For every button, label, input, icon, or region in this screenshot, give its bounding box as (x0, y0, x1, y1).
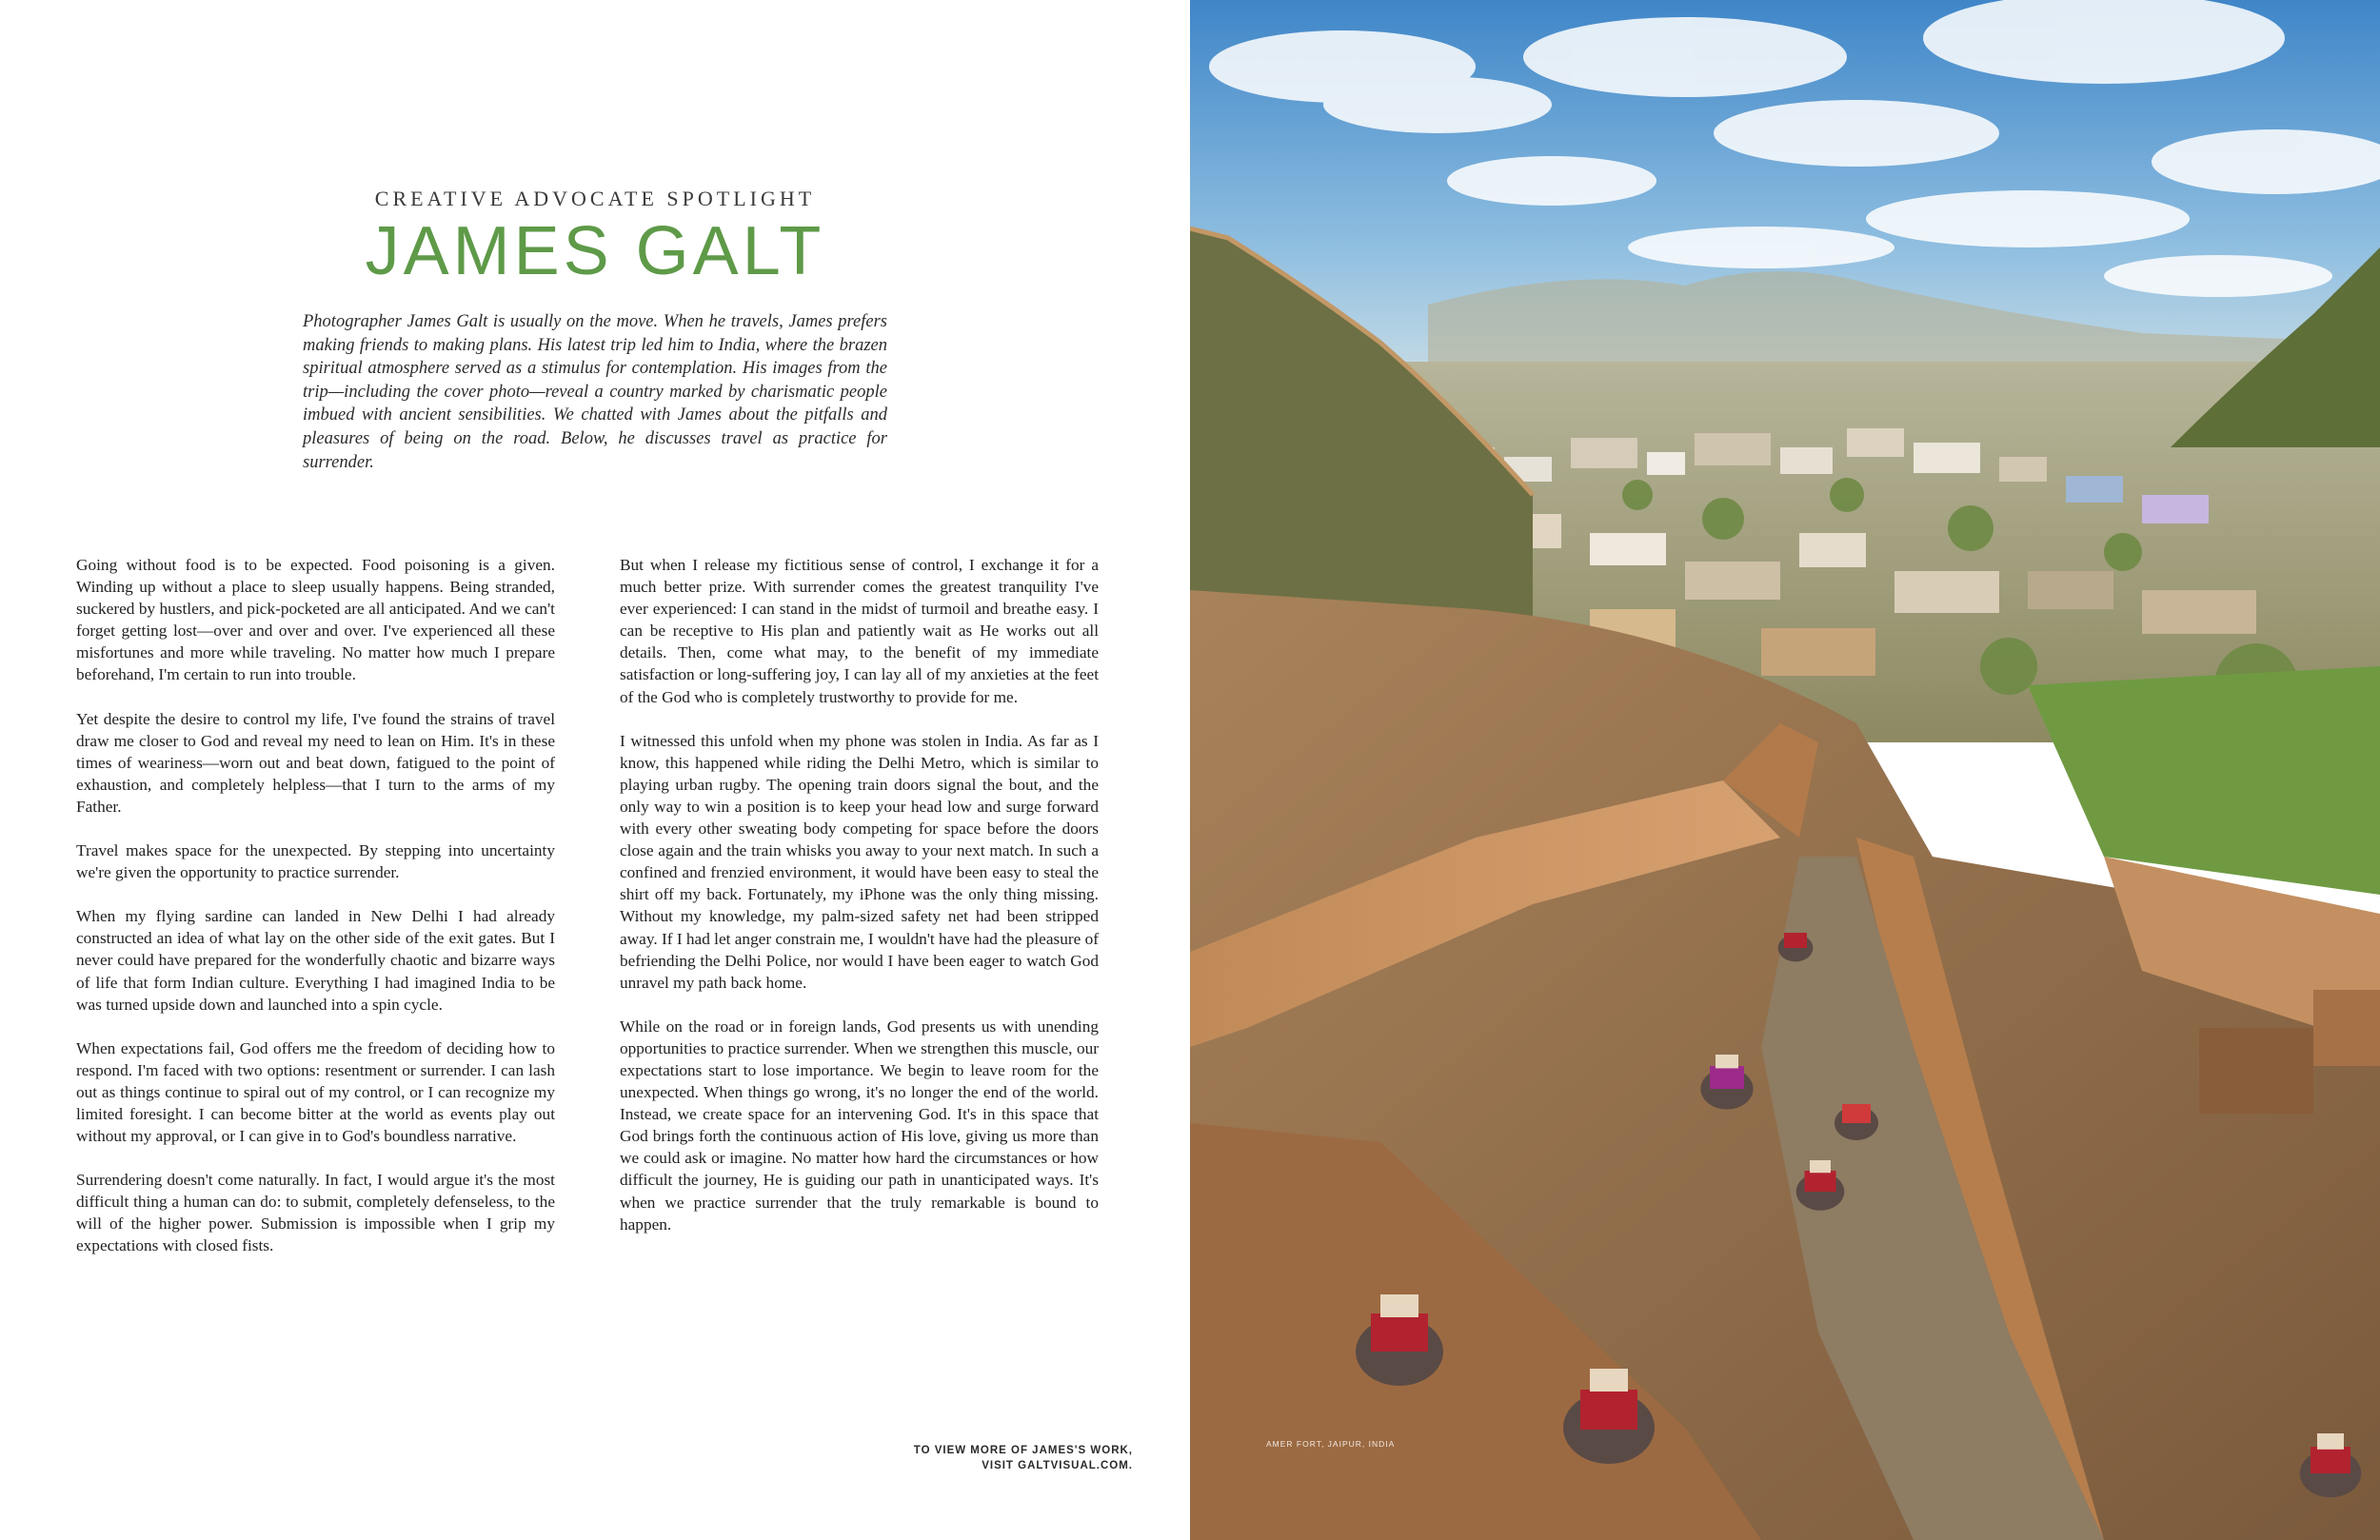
courtyard-ruin (2199, 1028, 2313, 1114)
body-paragraph: When my flying sardine can landed in New Delhi I had already constructed an idea of what lay on the other side of the exit gates. But I never could have prepared for the wonderfully chaotic and bizarre ways of life that form Indian culture. Everything I had imagined India to be was turned upside down and launched into a spin cycle. (76, 907, 555, 1014)
body-paragraph: Yet despite the desire to control my life, I've found the strains of travel draw me closer to God and reveal my need to lean on Him. It's in these times of weariness—worn out and beat down, fatigued to the point of exhaustion, and completely helpless—that I turn to the arms of my Father. (76, 709, 555, 816)
body-paragraph: While on the road or in foreign lands, God presents us with unending opportunities to practice surrender. When we strengthen this muscle, our expectations start to lose importance. We begin to leave room for the unexpected. When things go wrong, it's no longer the end of the world. Instead, we create space for an intervening God. It's in this space that God brings forth the continuous action of His love, giving us more than we could ask or imagine. No matter how hard the circumstances or how difficult the journey, He is guiding our path in unanticipated ways. It's when we practice surrender that the truly remarkable is bound to happen. (620, 1017, 1099, 1234)
body-paragraph: But when I release my fictitious sense of control, I exchange it for a much better prize. With surrender comes the greatest tranquility I've ever experienced: I can stand in the midst of turmoil and breathe easy. I can be receptive to His plan and patiently wait as He works out all details. Then, come what may, to the benefit of my immediate satisfaction or long-suffering joy, I can lay all of my anxieties at the feet of the God who is completely trustworthy to provide for me. (620, 556, 1099, 706)
feature-photo (1190, 0, 2380, 1540)
body-paragraph: Surrendering doesn't come naturally. In fact, I would argue it's the most difficult thing a human can do: to submit, completely defenseless, to the will of the higher power. Submission is impossible when I grip my expectations with closed fists. (76, 1171, 555, 1255)
article-title: JAMES GALT (365, 213, 825, 289)
body-paragraph: Going without food is to be expected. Food poisoning is a given. Winding up without a place to sleep usually happens. Being stranded, suckered by hustlers, and pick-pocketed are all anticipated. And we can't forget getting lost—over and over and over. I've experienced all these misfortunes and more while traveling. No matter how much I prepare beforehand, I'm certain to run into trouble. (76, 556, 555, 684)
body-column-right (620, 554, 1099, 1257)
body-paragraph: Travel makes space for the unexpected. By stepping into uncertainty we're given the opportunity to practice surrender. (76, 841, 555, 882)
callout-link[interactable]: VISIT GALTVISUAL.COM. (982, 1460, 1133, 1471)
website-callout (809, 1443, 1133, 1473)
body-column-left (76, 554, 555, 1279)
garden-lawn (2028, 666, 2380, 895)
amer-fort-illustration (1190, 0, 2380, 1540)
callout-line: TO VIEW MORE OF JAMES'S WORK, (913, 1445, 1133, 1456)
body-paragraph: When expectations fail, God offers me the freedom of deciding how to respond. I'm faced with two options: resentment or surrender. I can lash out as things continue to spiral out of my control, or I can recognize my limited foresight. I can become bitter at the world as events play out without my approval, or I can give in to God's boundless narrative. (76, 1038, 555, 1146)
section-kicker: CREATIVE ADVOCATE SPOTLIGHT (374, 187, 816, 210)
article-intro: Photographer James Galt is usually on the move. When he travels, James prefers making friends to making plans. His latest trip led him to India, where the brazen spiritual atmosphere served as a stimulus for contemplation. His images from the trip—including the cover photo—reveal a country marked by charismatic people imbued with ancient sensibilities. We chatted with James about the pitfalls and pleasures of being on the road. Below, he discusses travel as practice for surrender. (303, 312, 887, 472)
photo-caption: AMER FORT, JAIPUR, INDIA (1266, 1439, 1396, 1449)
body-paragraph: I witnessed this unfold when my phone was stolen in India. As far as I know, this happened while riding the Delhi Metro, which is similar to playing urban rugby. The opening train doors signal the bout, and the only way to win a position is to keep your head low and surge forward with every other sweating body competing for space before the doors close again and the train whisks you away to your next match. In such a confined and frenzied environment, it would have been easy to steal the shirt off my back. Fortunately, my iPhone was the only thing missing. Without my knowledge, my palm-sized safety net had been stripped away. If I had let anger constrain me, I wouldn't have had the pleasure of befriending the Delhi Police, nor would I have been eager to watch God unravel my path back home. (620, 731, 1099, 992)
